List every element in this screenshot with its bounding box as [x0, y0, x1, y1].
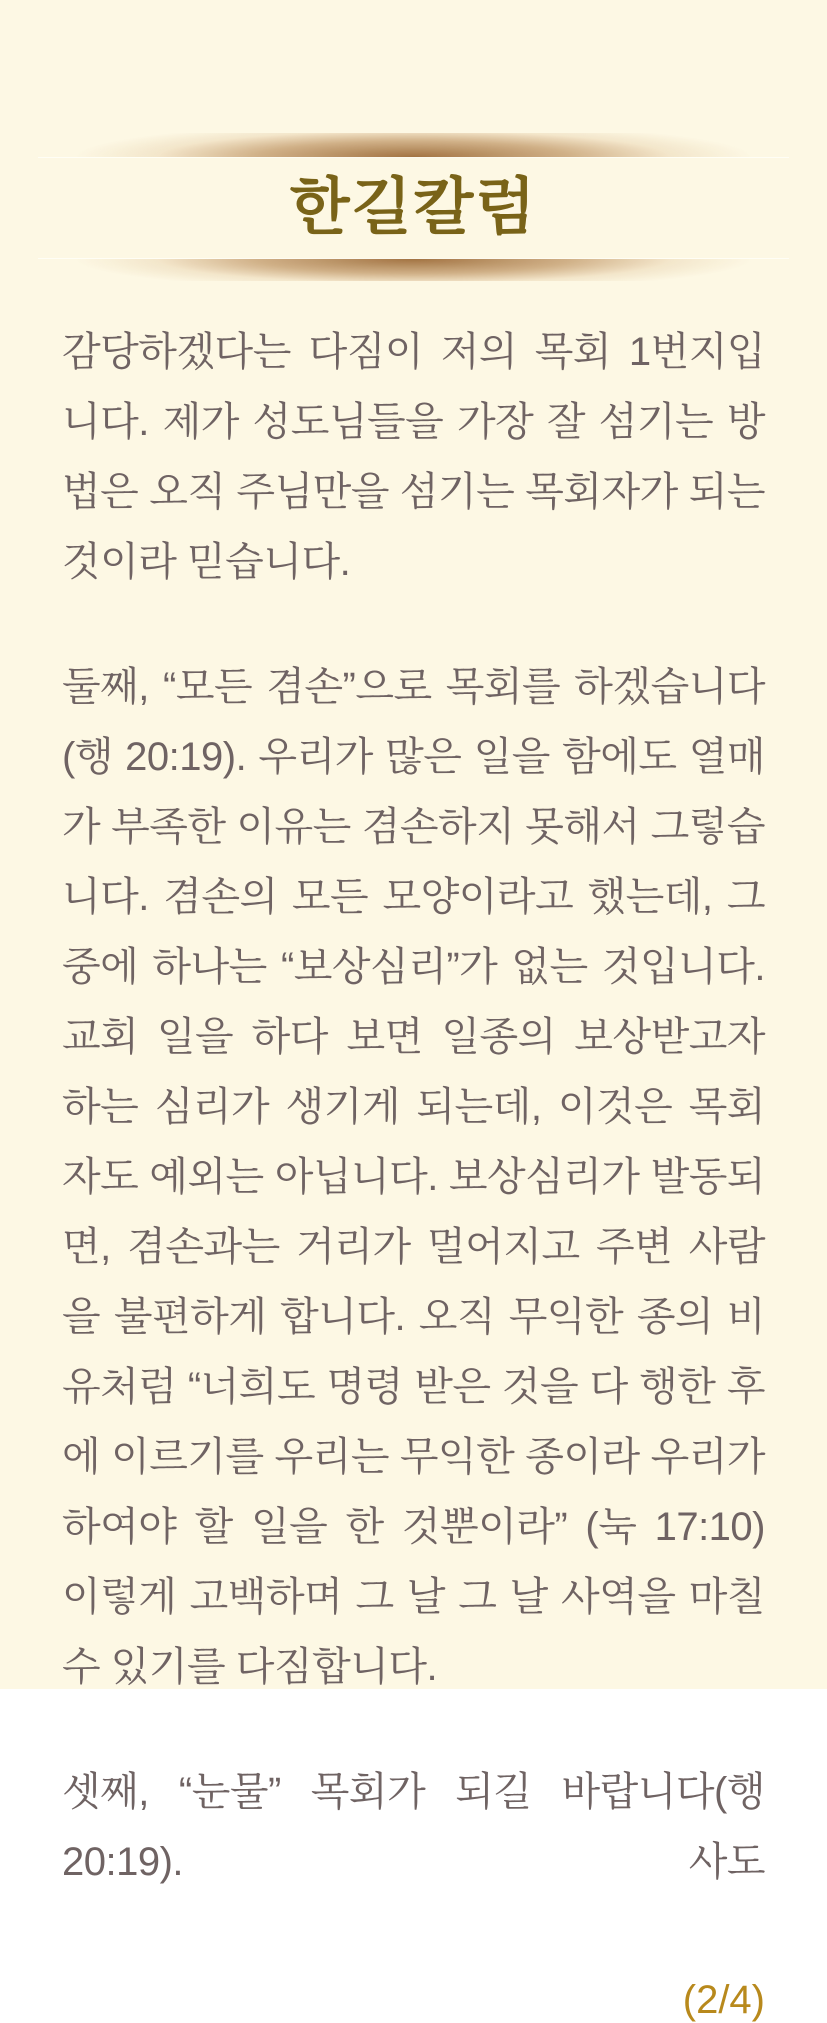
page-title: 한길칼럼 — [289, 173, 538, 242]
column-header — [0, 0, 827, 281]
page-indicator: (2/4) — [682, 1978, 765, 2022]
paragraph-second-humility: 둘째, “모든 겸손”으로 목회를 하겠습니다(행 20:19). 우리가 많은 일을 함에도 열매가 부족한 이유는 겸손하지 못해서 그렇습니다. 겸손의 모든 모양이라고 했는데, 그 중에 하나는 “보상심리”가 없는 것입니다. 교회 일을 하다 보면 일종의 보상받고자 하는 심리가 생기게 되는데, 이것은 목회자도 예외는 아닙니다. 보상심리가 발동되면, 겸손과는 거리가 멀어지고 주변 사람을 불편하게 합니다. 오직 무익한 종의 비유처럼 “너희도 명령 받은 것을 다 행한 후에 이르기를 우리는 무익한 종이라 우리가 하여야 할 일을 한 것뿐이라” (눅 17:10) 이렇게 고백하며 그 날 그 날 사역을 마칠 수 있기를 다짐합니다. — [62, 665, 765, 1689]
paragraph-third-tears: 셋째, “눈물” 목회가 되길 바랍니다(행 20:19). 사도 — [62, 1770, 765, 1884]
page-footer — [0, 1952, 827, 2023]
header-divider-top — [38, 133, 789, 158]
header-divider-bottom — [38, 258, 789, 281]
paragraph-first-commitment: 감당하겠다는 다짐이 저의 목회 1번지입니다. 제가 성도님들을 가장 잘 섬기는 방법은 오직 주님만을 섬기는 목회자가 되는 것이라 믿습니다. — [62, 330, 765, 584]
article-body — [0, 281, 827, 1897]
